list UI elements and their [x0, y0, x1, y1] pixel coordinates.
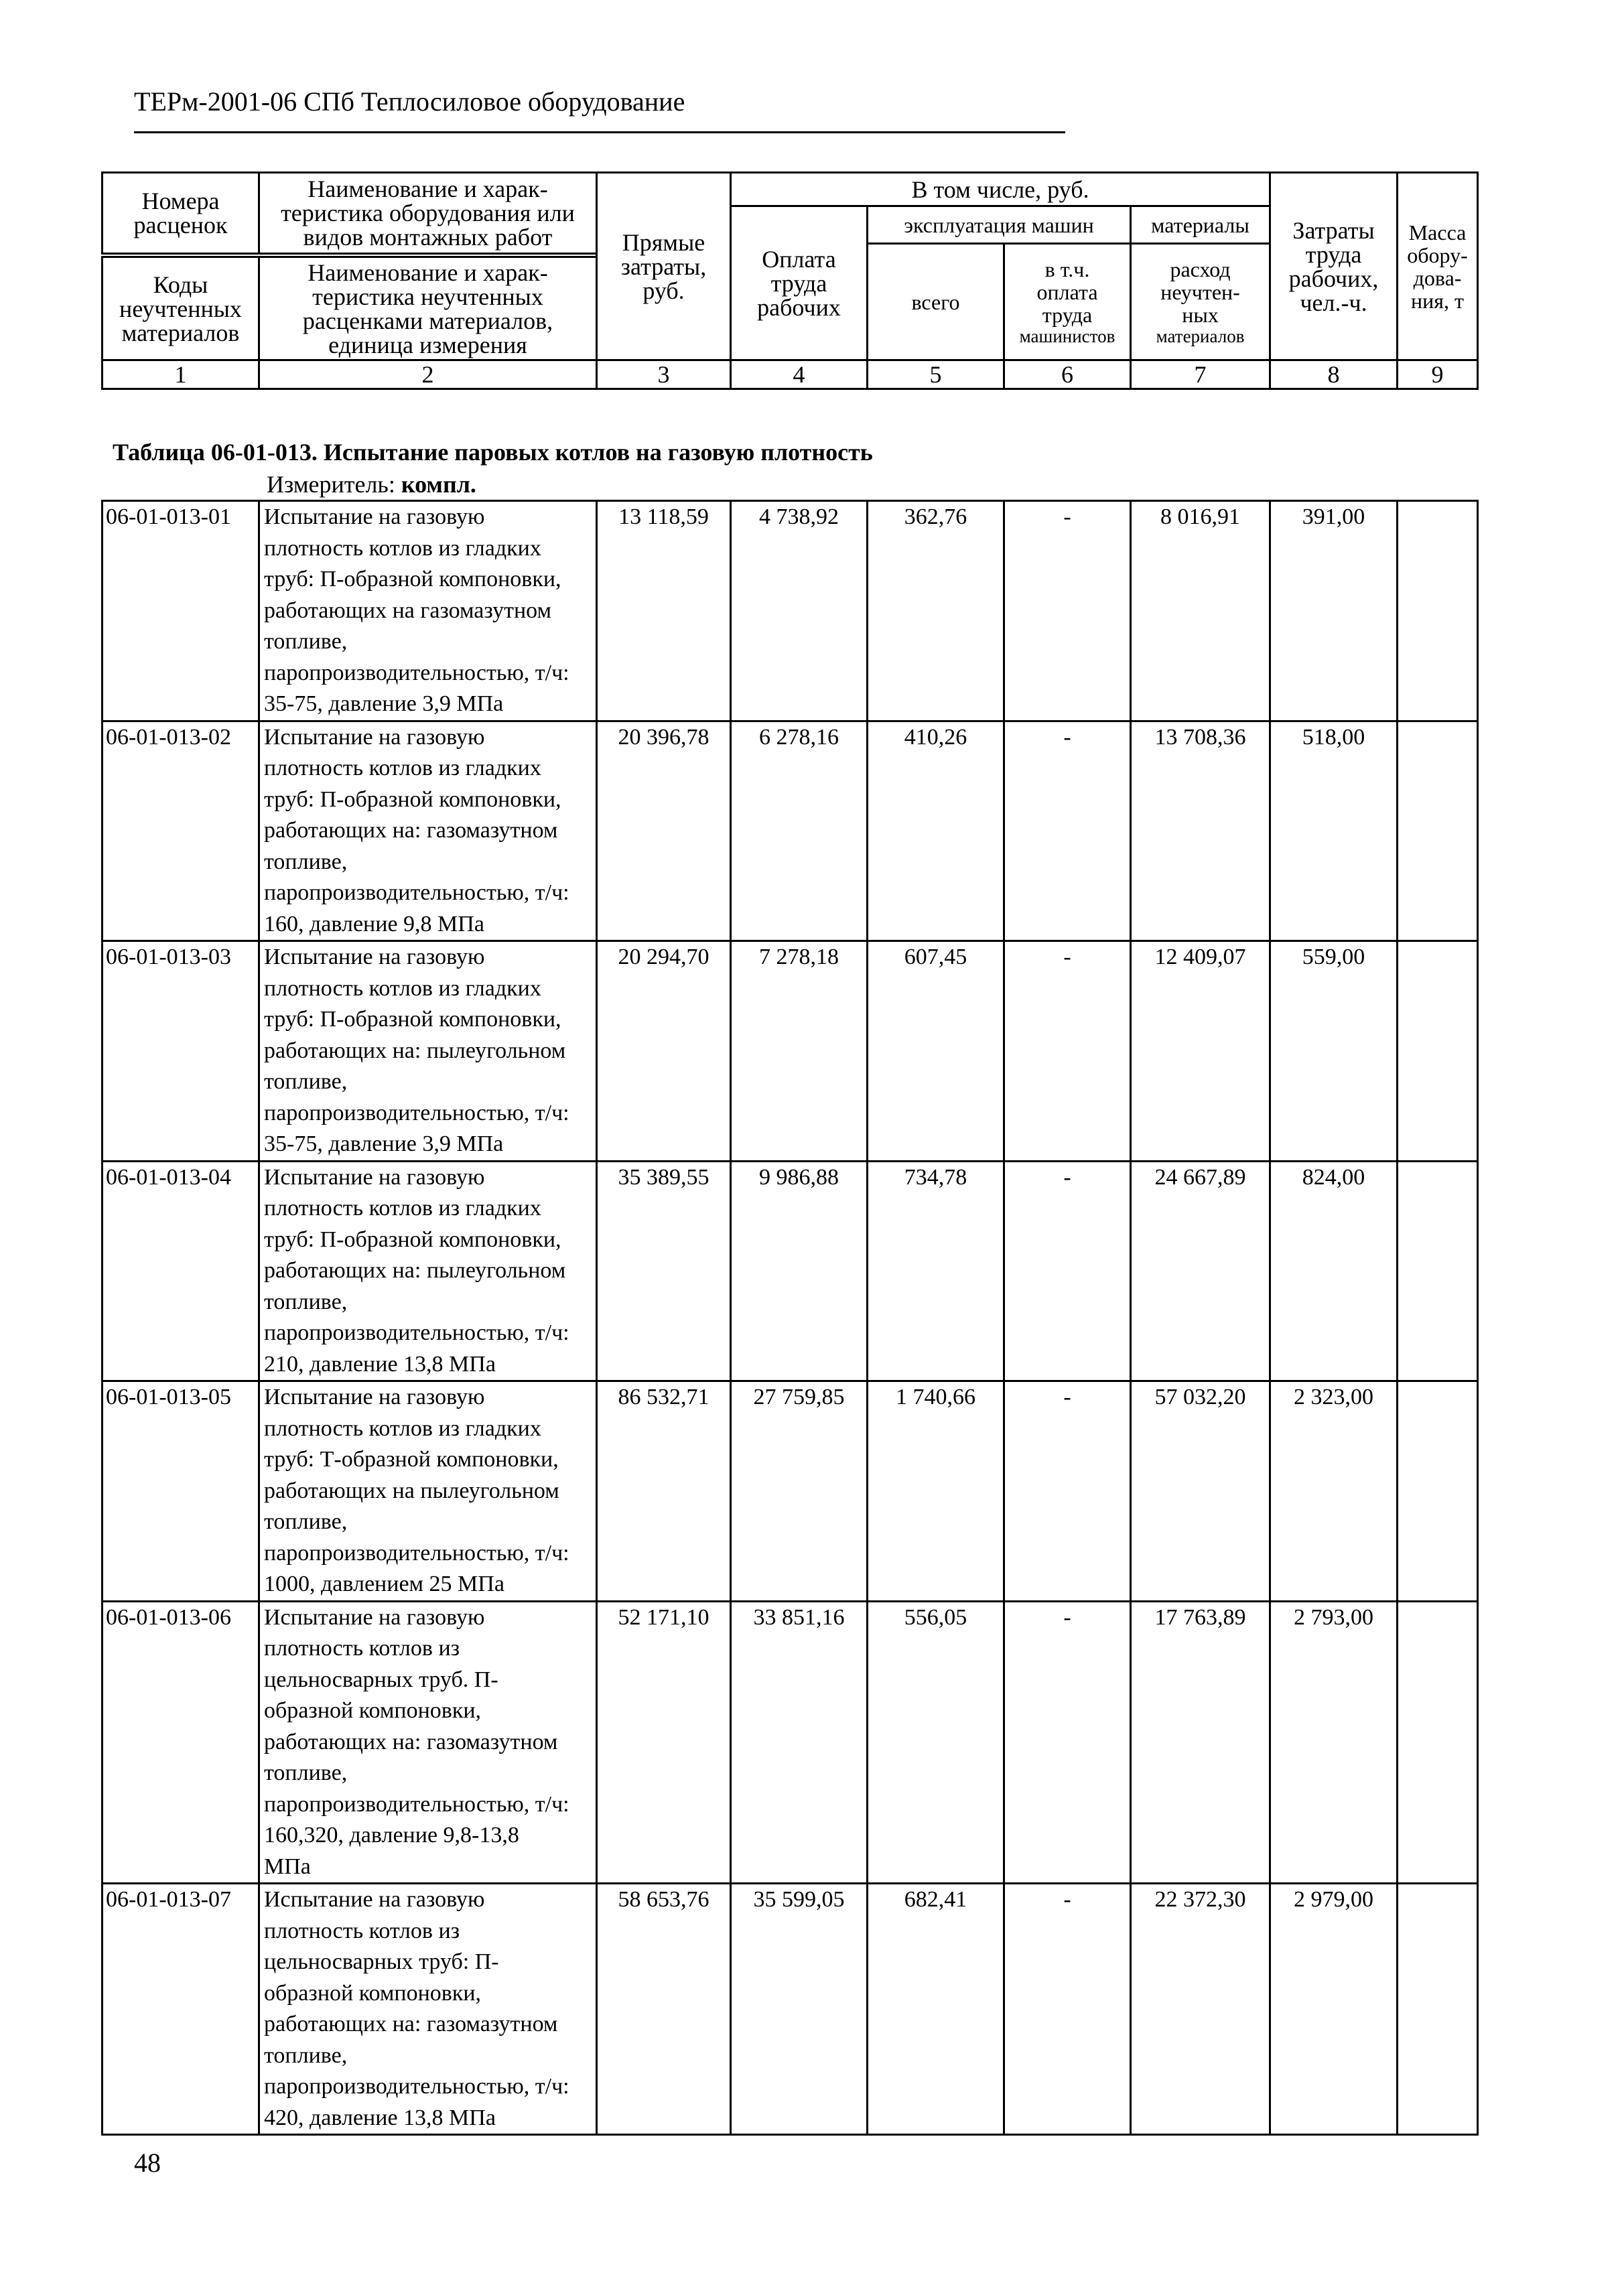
title-rule: [134, 131, 1065, 133]
table-row: [103, 501, 1478, 721]
work-description-cell: [259, 721, 597, 941]
description-line: работающих на: пылеугольном: [264, 1038, 566, 1063]
header-col5: всего: [868, 244, 1004, 360]
header-number-2: 2: [259, 360, 597, 389]
description-line: плотность котлов из гладких: [264, 535, 541, 561]
equipment-mass-cell: [1398, 1381, 1478, 1602]
labor-hours-cell: 2 793,00: [1270, 1601, 1398, 1884]
description-line: плотность котлов из гладких: [264, 1415, 541, 1441]
work-description-cell: [259, 1161, 597, 1381]
description-line: плотность котлов из гладких: [264, 1196, 541, 1221]
rate-code-cell: 06-01-013-02: [103, 721, 259, 941]
header-col3: Прямые затраты, руб.: [597, 173, 731, 360]
table-row: [103, 1161, 1478, 1381]
rate-code-cell: 06-01-013-03: [103, 941, 259, 1162]
table-caption: Таблица 06-01-013. Испытание паровых котлов на газовую плотность: [113, 439, 873, 466]
description-line: топливе,: [264, 1289, 348, 1314]
description-line: труб: Т-образной компоновки,: [264, 1447, 559, 1472]
materials-cost-cell: 17 763,89: [1131, 1601, 1270, 1884]
description-line: 420, давление 13,8 МПа: [264, 2105, 496, 2130]
description-line: работающих на: пылеугольном: [264, 1258, 566, 1283]
equipment-mass-cell: [1398, 721, 1478, 941]
description-line: 35-75, давление 3,9 МПа: [264, 691, 504, 716]
header-col2-top: Наименование и харак- теристика оборудования или видов монтажных работ: [259, 173, 597, 254]
description-line: плотность котлов из: [264, 1918, 460, 1943]
direct-cost-cell: 20 396,78: [597, 721, 731, 941]
header-col8: Затраты труда рабочих, чел.-ч.: [1270, 173, 1398, 360]
description-line: топливе,: [264, 629, 348, 654]
measure-label: Измеритель:: [267, 471, 401, 498]
description-line: паропроизводительностью, т/ч:: [264, 1540, 569, 1566]
header-number-9: 9: [1398, 360, 1478, 389]
labor-cost-cell: 4 738,92: [731, 501, 868, 721]
description-line: паропроизводительностью, т/ч:: [264, 1791, 569, 1817]
machines-total-cell: 607,45: [868, 941, 1004, 1162]
description-line: 35-75, давление 3,9 МПа: [264, 1131, 504, 1156]
materials-cost-cell: 8 016,91: [1131, 501, 1270, 721]
equipment-mass-cell: [1398, 1601, 1478, 1884]
description-line: Испытание на газовую: [264, 504, 485, 529]
description-line: плотность котлов из гладких: [264, 975, 541, 1001]
rate-code-cell: 06-01-013-05: [103, 1381, 259, 1602]
description-line: топливе,: [264, 849, 348, 874]
labor-cost-cell: 9 986,88: [731, 1161, 868, 1381]
rate-code-cell: 06-01-013-01: [103, 501, 259, 721]
operators-pay-cell: -: [1004, 1161, 1131, 1381]
equipment-mass-cell: [1398, 501, 1478, 721]
labor-cost-cell: 7 278,18: [731, 941, 868, 1162]
operators-pay-cell: -: [1004, 1601, 1131, 1884]
description-line: Испытание на газовую: [264, 724, 485, 750]
materials-cost-cell: 22 372,30: [1131, 1884, 1270, 2135]
description-line: работающих на газомазутном: [264, 598, 552, 623]
header-col2-bottom: Наименование и харак- теристика неучтенных расценками материалов, единица измерения: [259, 257, 597, 360]
description-line: труб: П-образной компоновки,: [264, 1007, 561, 1032]
description-line: Испытание на газовую: [264, 945, 485, 969]
direct-cost-cell: 20 294,70: [597, 941, 731, 1162]
equipment-mass-cell: [1398, 1161, 1478, 1381]
machines-total-cell: 362,76: [868, 501, 1004, 721]
header-number-5: 5: [868, 360, 1004, 389]
header-materials: материалы: [1131, 206, 1270, 244]
description-line: работающих на: газомазутном: [264, 818, 558, 843]
rate-code-cell: 06-01-013-07: [103, 1884, 259, 2135]
description-line: 160, давление 9,8 МПа: [264, 911, 484, 937]
operators-pay-cell: -: [1004, 501, 1131, 721]
header-col4: Оплата труда рабочих: [731, 206, 868, 360]
header-group-in-total: В том числе, руб.: [731, 173, 1270, 206]
materials-cost-cell: 24 667,89: [1131, 1161, 1270, 1381]
page-title: ТЕРм-2001-06 СПб Теплосиловое оборудование: [134, 86, 685, 117]
labor-hours-cell: 824,00: [1270, 1161, 1398, 1381]
labor-cost-cell: 33 851,16: [731, 1601, 868, 1884]
description-line: Испытание на газовую: [264, 1604, 485, 1630]
description-line: паропроизводительностью, т/ч:: [264, 2074, 569, 2099]
materials-cost-cell: 12 409,07: [1131, 941, 1270, 1162]
direct-cost-cell: 35 389,55: [597, 1161, 731, 1381]
description-line: образной компоновки,: [264, 1698, 482, 1723]
direct-cost-cell: 58 653,76: [597, 1884, 731, 2135]
header-number-4: 4: [731, 360, 868, 389]
direct-cost-cell: 86 532,71: [597, 1381, 731, 1602]
machines-total-cell: 734,78: [868, 1161, 1004, 1381]
description-line: паропроизводительностью, т/ч:: [264, 660, 569, 685]
description-line: топливе,: [264, 1760, 348, 1785]
operators-pay-cell: -: [1004, 1884, 1131, 2135]
materials-cost-cell: 57 032,20: [1131, 1381, 1270, 1602]
description-line: Испытание на газовую: [264, 1164, 485, 1190]
description-line: плотность котлов из гладких: [264, 756, 541, 780]
description-line: труб: П-образной компоновки,: [264, 1227, 561, 1252]
description-line: Испытание на газовую: [264, 1385, 485, 1409]
labor-cost-cell: 6 278,16: [731, 721, 868, 941]
description-line: паропроизводительностью, т/ч:: [264, 1320, 569, 1345]
description-line: труб: П-образной компоновки,: [264, 567, 561, 592]
operators-pay-cell: -: [1004, 721, 1131, 941]
description-line: топливе,: [264, 1069, 348, 1094]
machines-total-cell: 556,05: [868, 1601, 1004, 1884]
labor-cost-cell: 27 759,85: [731, 1381, 868, 1602]
header-number-1: 1: [103, 360, 259, 389]
table-row: [103, 1601, 1478, 1884]
price-table: [101, 500, 1479, 2136]
page-number: 48: [134, 2148, 161, 2178]
description-line: топливе,: [264, 2042, 348, 2068]
header-number-7: 7: [1131, 360, 1270, 389]
materials-cost-cell: 13 708,36: [1131, 721, 1270, 941]
description-line: 1000, давлением 25 МПа: [264, 1572, 504, 1596]
description-line: 160,320, давление 9,8-13,8: [264, 1823, 519, 1848]
work-description-cell: [259, 941, 597, 1162]
header-col7: расход неучтен- ных материалов: [1131, 244, 1270, 360]
header-col1-top: Номера расценок: [103, 173, 259, 254]
direct-cost-cell: 13 118,59: [597, 501, 731, 721]
description-line: цельносварных труб. П-: [264, 1667, 498, 1692]
operators-pay-cell: -: [1004, 941, 1131, 1162]
description-line: паропроизводительностью, т/ч:: [264, 880, 569, 905]
table-row: [103, 941, 1478, 1162]
rate-code-cell: 06-01-013-06: [103, 1601, 259, 1884]
description-line: Испытание на газовую: [264, 1887, 485, 1912]
table-row: [103, 1381, 1478, 1602]
header-number-6: 6: [1004, 360, 1131, 389]
header-col1-bottom: Коды неучтенных материалов: [103, 257, 259, 360]
description-line: топливе,: [264, 1509, 348, 1534]
labor-hours-cell: 391,00: [1270, 501, 1398, 721]
table-row: [103, 721, 1478, 941]
rate-code-cell: 06-01-013-04: [103, 1161, 259, 1381]
description-line: труб: П-образной компоновки,: [264, 786, 561, 812]
equipment-mass-cell: [1398, 941, 1478, 1162]
description-line: 210, давление 13,8 МПа: [264, 1351, 496, 1377]
labor-cost-cell: 35 599,05: [731, 1884, 868, 2135]
operators-pay-cell: -: [1004, 1381, 1131, 1602]
description-line: паропроизводительностью, т/ч:: [264, 1100, 569, 1125]
work-description-cell: [259, 501, 597, 721]
labor-hours-cell: 2 979,00: [1270, 1884, 1398, 2135]
labor-hours-cell: 518,00: [1270, 721, 1398, 941]
description-line: МПа: [264, 1854, 311, 1879]
labor-hours-cell: 2 323,00: [1270, 1381, 1398, 1602]
direct-cost-cell: 52 171,10: [597, 1601, 731, 1884]
description-line: работающих на: газомазутном: [264, 2012, 558, 2036]
header-number-3: 3: [597, 360, 731, 389]
description-line: работающих на пылеугольном: [264, 1478, 559, 1503]
description-line: цельносварных труб: П-: [264, 1949, 499, 1974]
work-description-cell: [259, 1381, 597, 1602]
description-line: образной компоновки,: [264, 1980, 482, 2006]
description-line: плотность котлов из: [264, 1636, 460, 1661]
machines-total-cell: 410,26: [868, 721, 1004, 941]
column-header-table: [101, 171, 1479, 390]
equipment-mass-cell: [1398, 1884, 1478, 2135]
description-line: работающих на: газомазутном: [264, 1729, 558, 1754]
machines-total-cell: 682,41: [868, 1884, 1004, 2135]
measure-value: компл.: [401, 471, 476, 498]
machines-total-cell: 1 740,66: [868, 1381, 1004, 1602]
work-description-cell: [259, 1601, 597, 1884]
work-description-cell: [259, 1884, 597, 2135]
header-number-8: 8: [1270, 360, 1398, 389]
labor-hours-cell: 559,00: [1270, 941, 1398, 1162]
measure-unit: [267, 470, 476, 498]
header-col6: в т.ч. оплата труда машинистов: [1004, 244, 1131, 360]
table-row: [103, 1884, 1478, 2135]
header-machines: эксплуатация машин: [868, 206, 1131, 244]
header-col9: Масса обору- дова- ния, т: [1398, 173, 1478, 360]
